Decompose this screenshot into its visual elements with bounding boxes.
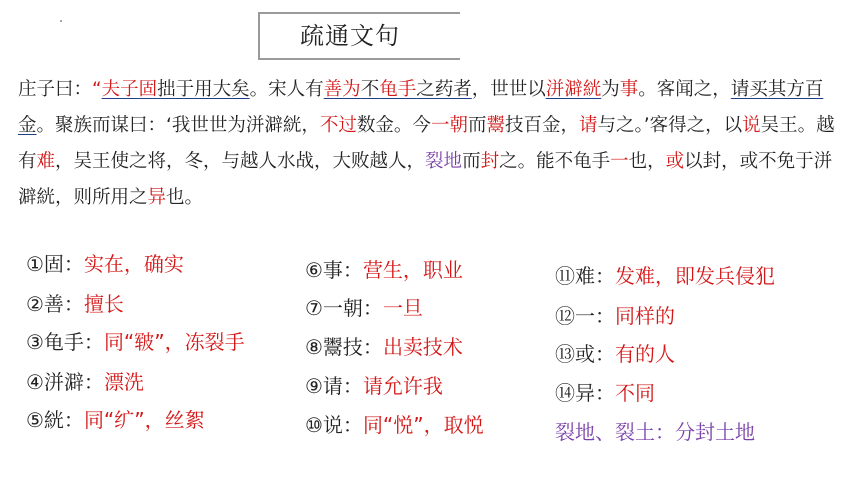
passage-segment: 也。 <box>166 187 204 208</box>
decorative-dot <box>60 20 62 22</box>
note-item <box>305 292 423 321</box>
passage-segment: 请买 <box>730 79 768 100</box>
note-term: ⑬或： <box>555 342 615 366</box>
note-term: ⑫一： <box>555 304 615 328</box>
passage-segment: ，吴王使之将，冬，与越人水战，大败越人， <box>55 151 426 172</box>
note-definition: 有的人 <box>615 342 675 366</box>
note-item <box>555 260 775 289</box>
passage-segment: 一朝 <box>430 115 468 136</box>
note-term: ①固： <box>26 252 84 276</box>
passage-text <box>18 72 838 216</box>
note-definition: 同“皲”，冻裂手 <box>103 330 245 354</box>
passage-segment: “ <box>92 79 102 100</box>
note-item <box>555 338 675 367</box>
note-definition: 同“纩”，丝絮 <box>83 408 205 432</box>
passage-segment: 龟手 <box>379 79 417 100</box>
passage-segment: 也， <box>628 151 666 172</box>
note-definition: 实在，确实 <box>83 252 184 276</box>
note-term: ④洴澼： <box>26 370 104 394</box>
passage-segment: 拙于用大矣 <box>157 79 250 100</box>
passage-segment: 夫子 <box>101 79 139 100</box>
note-definition: 请允许我 <box>362 374 443 398</box>
note-item <box>305 370 443 399</box>
passage-segment: 。宋人有 <box>249 79 324 100</box>
passage-segment: 数金。今 <box>356 115 431 136</box>
note-item <box>305 409 484 438</box>
note-item <box>555 416 755 445</box>
passage-segment: 技百金， <box>504 115 579 136</box>
passage-segment: ，世世以 <box>471 79 546 100</box>
passage-segment: 说 <box>742 115 761 136</box>
passage-segment: 吴王。越有 <box>18 115 835 172</box>
passage-segment: 而 <box>462 151 481 172</box>
passage-segment: 。聚族而谋曰：‘我世世为洴澼絖， <box>36 115 320 136</box>
note-term: 裂地、裂土： <box>555 420 675 444</box>
page-title: 疏通文句 <box>300 22 400 50</box>
note-item <box>26 404 205 433</box>
note-term: ⑥事： <box>305 258 363 282</box>
note-item <box>26 366 144 395</box>
passage-segment: 裂地 <box>425 151 463 172</box>
note-item <box>305 254 463 283</box>
passage-segment: 其方百金 <box>18 79 824 136</box>
passage-segment: 善为 <box>323 79 361 100</box>
passage-segment: 难 <box>36 151 56 172</box>
passage-segment: 之。能不龟手 <box>499 151 611 172</box>
passage-segment: 洴澼絖 <box>545 79 602 100</box>
note-item <box>555 377 655 406</box>
passage-segment: 。客闻之， <box>638 79 731 100</box>
note-definition: 发难，即发兵侵犯 <box>615 264 775 288</box>
note-definition: 营生，职业 <box>362 258 463 282</box>
note-definition: 同样的 <box>615 304 675 328</box>
note-term: ⑨请： <box>305 374 363 398</box>
passage-segment: 不过 <box>319 115 357 136</box>
passage-segment: 不 <box>360 79 380 100</box>
note-definition: 分封土地 <box>675 420 755 444</box>
note-term: ⑤絖： <box>26 408 84 432</box>
note-definition: 不同 <box>615 381 655 405</box>
note-term: ⑪难： <box>555 264 615 288</box>
note-definition: 同“悦”，取悦 <box>362 413 484 437</box>
passage-segment: 庄子曰： <box>18 79 93 100</box>
passage-segment: 与之。’客得之，以 <box>597 115 743 136</box>
passage-segment: 请 <box>579 115 598 136</box>
passage-segment: 而 <box>467 115 487 136</box>
passage-segment: 异 <box>147 187 167 208</box>
note-item <box>305 331 463 360</box>
note-term: ③龟手： <box>26 330 104 354</box>
note-item <box>555 300 675 329</box>
passage-segment: 事 <box>619 79 639 100</box>
passage-segment: 以封，或不免于洴澼絖，则所用之 <box>18 151 833 208</box>
note-term: ⑦一朝： <box>305 296 383 320</box>
passage-segment: 封 <box>480 151 500 172</box>
note-item <box>26 326 245 355</box>
note-definition: 擅长 <box>83 292 124 316</box>
note-item <box>26 288 124 317</box>
passage-segment: 为 <box>601 79 620 100</box>
note-term: ⑩说： <box>305 413 363 437</box>
passage-segment: 一 <box>610 151 629 172</box>
note-term: ⑧鬻技： <box>305 335 383 359</box>
note-definition: 漂洗 <box>103 370 144 394</box>
note-definition: 出卖技术 <box>382 335 463 359</box>
note-item <box>26 248 184 277</box>
passage-segment: 或 <box>665 151 685 172</box>
passage-segment: 之药者 <box>416 79 472 100</box>
note-definition: 一旦 <box>382 296 423 320</box>
passage-segment: 固 <box>138 79 158 100</box>
passage-segment: 鬻 <box>486 115 505 136</box>
note-term: ②善： <box>26 292 84 316</box>
note-term: ⑭异： <box>555 381 615 405</box>
